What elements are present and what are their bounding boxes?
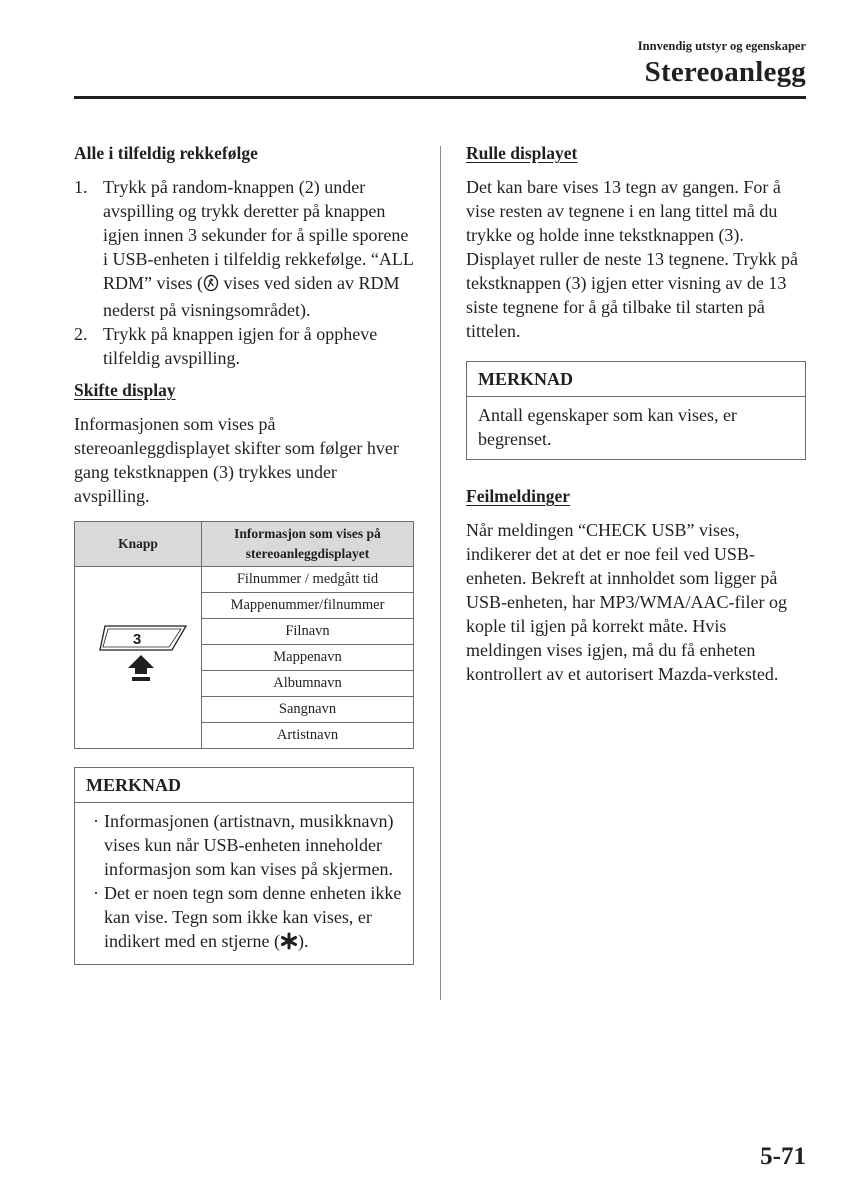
left-column [74,143,414,965]
column-divider [440,146,441,1000]
section-label: Innvendig utstyr og egenskaper [637,39,806,53]
button-number: 3 [132,631,142,648]
scroll-paragraph: Det kan bare vises 13 tegn av gangen. For å vise resten av tegnene i en lang tittel må du trykke og holde inne tekstknappen (3). Displayet ruller de neste 13 tegnene. Trykk på tekstknappen (3) igjen etter visning av de 13 siste tegnene for å gå tilbake til starten på tittelen. [466,177,798,341]
page-title: Stereoanlegg [644,56,806,88]
note-title: MERKNAD [75,768,413,803]
right-column [466,143,806,686]
table-row [75,567,414,593]
text-button-illustration [88,622,188,688]
random-heading: Alle i tilfeldig rekkefølge [74,143,258,163]
table-cell: Mappenavn [202,645,414,671]
list-item: · Det er noen tegn som denne enheten ikke kan vise. Tegn som ikke kan vises, er indikert med en stjerne ( ). [86,881,402,956]
list-text: Trykk på random-knappen (2) under avspilling og trykk deretter på knappen igjen innen 3 sekunder for å spille sporene i USB-enheten i tilfeldig rekkefølge. “ALL RDM” vises ( [103,177,414,293]
note-title: MERKNAD [467,362,805,397]
display-info-table [74,521,414,749]
list-item [74,322,414,370]
table-cell: Albumnavn [202,671,414,697]
table-cell: Filnummer / medgått tid [202,567,414,593]
bullet-text-cont: ). [297,931,309,951]
list-item: · Informasjonen (artistnavn, musikknavn) vises kun når USB-enheten inneholder informasjon som kan vises på skjermen. [93,811,394,879]
display-paragraph: Informasjonen som vises på stereoanleggdisplayet skifter som følger hver gang tekstknappen (3) trykkes under avspilling. [74,414,399,506]
note-box-left [74,767,414,965]
display-heading: Skifte display [74,380,176,400]
list-text: Trykk på knappen igjen for å oppheve tilfeldig avspilling. [103,324,378,368]
random-list [74,175,414,370]
table-header-button: Knapp [75,522,202,567]
list-text-cont: vises ved siden av RDM nederst på visningsområdet). [103,273,400,320]
up-arrow-icon [128,655,154,681]
errors-heading: Feilmeldinger [466,486,571,506]
header-rule [74,96,806,99]
page-number: 5-71 [760,1143,806,1170]
table-cell: Artistnavn [202,723,414,749]
list-item [74,175,414,322]
table-header-info: Informasjon som vises på stereoanleggdisplayet [202,522,414,567]
table-cell: Mappenummer/filnummer [202,593,414,619]
note-body [75,803,413,964]
button-cell [75,567,202,749]
table-cell: Filnavn [202,619,414,645]
asterisk-icon [280,932,298,956]
table-cell: Sangnavn [202,697,414,723]
note-box-right [466,361,806,460]
bullet-text: Det er noen tegn som denne enheten ikke kan vise. Tegn som ikke kan vises, er indikert med en stjerne ( [104,883,402,951]
scroll-heading: Rulle displayet [466,143,578,163]
errors-paragraph: Når meldingen “CHECK USB” vises, indikerer det at det er noe feil ved USB-enheten. Bekreft at innholdet som ligger på USB-enheten, har MP3/WMA/AAC-filer og kople til igjen på korrekt måte. Hvis meldingen vises igjen, må du få enheten kontrollert av et autorisert Mazda-verksted. [466,520,787,684]
list-number: 2. [74,324,88,344]
bullet-text: Informasjonen (artistnavn, musikknavn) vises kun når USB-enheten inneholder informasjon som kan vises på skjermen. [104,811,394,879]
table-header-row [75,522,414,567]
list-number: 1. [74,177,88,197]
note-body: Antall egenskaper som kan vises, er begrenset. [478,405,737,449]
random-symbol-icon [203,274,219,298]
